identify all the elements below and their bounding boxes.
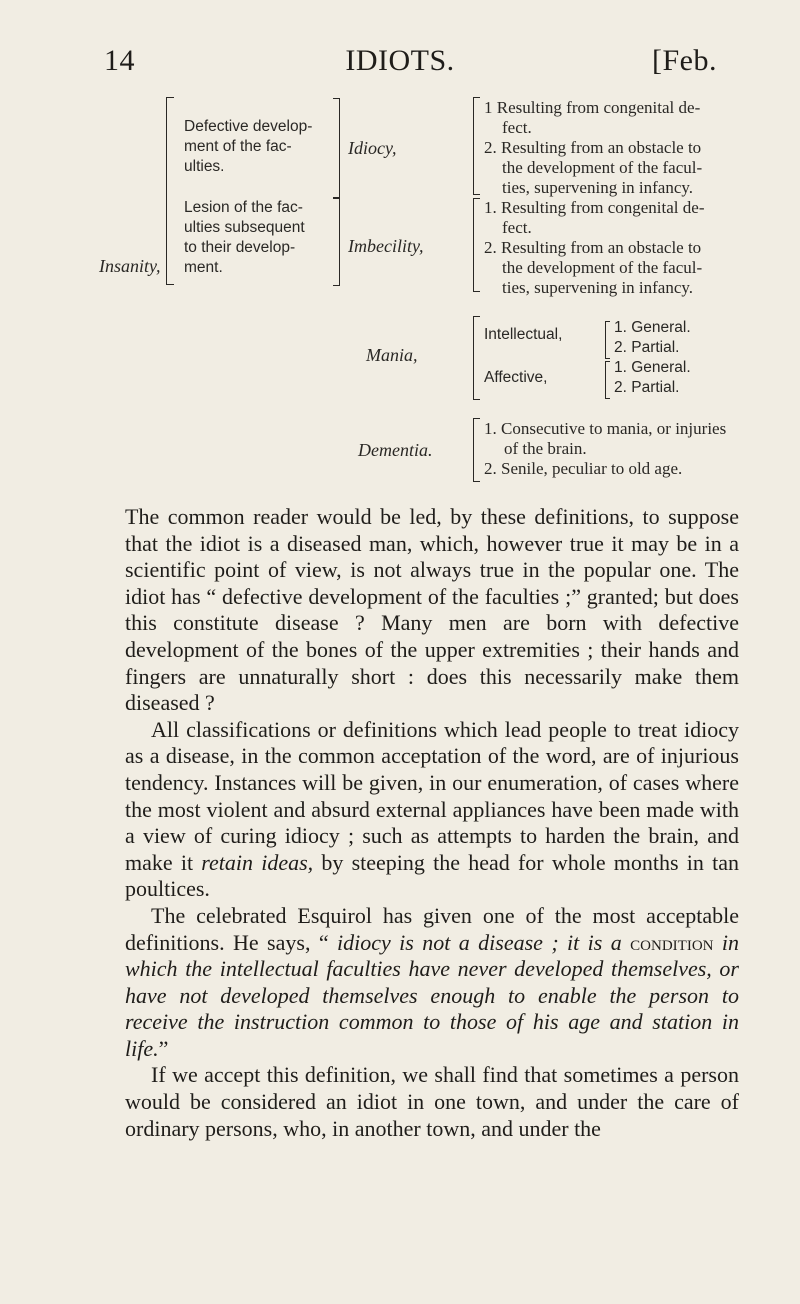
mania-intellectual: Intellectual, xyxy=(484,326,563,343)
imbecility-types xyxy=(484,198,754,298)
imbecility-brace xyxy=(473,198,480,292)
dementia-type-2: 2. Senile, peculiar to old age. xyxy=(484,459,683,478)
dementia-types xyxy=(484,419,769,479)
label-mania: Mania, xyxy=(366,345,418,365)
affective-subtypes: 1. General. 2. Partial. xyxy=(614,359,691,396)
idiocy-brace xyxy=(473,97,480,195)
label-idiocy: Idiocy, xyxy=(348,138,397,158)
paragraph-3: The celebrated Esquirol has given one of the most acceptable definitions. He says, “ idiocy is not a disease ; it is a condition in which the intellectual faculties have never developed themselves, or have not developed themselves enough to enable the person to receive the instruction common to those of his age and station in life.” xyxy=(125,902,740,1061)
root-insanity: Insanity, xyxy=(99,256,161,276)
paragraph-1: The common reader would be led, by these definitions, to suppose that the idiot is a diseased man, which, however true it may be in a scientific point of view, is not always true in the popular one. The idiot has “ defective development of the faculties ;” granted; but does this constitute disease ? Many men are born with defective development of the bones of the upper extremities ; their hands and fingers are unnaturally short : does this necessarily make them diseased ? xyxy=(125,504,739,716)
dementia-brace xyxy=(473,418,480,482)
cause2-brace xyxy=(333,198,340,286)
dementia-type-1: 1. Consecutive to mania, or injuries of the brain. xyxy=(484,419,727,458)
cause-defective-development: Defective develop- ment of the fac- ulties. xyxy=(184,118,313,175)
affective-brace xyxy=(605,361,610,399)
running-month: [Feb. xyxy=(652,44,717,77)
label-imbecility: Imbecility, xyxy=(348,236,424,256)
idiocy-type-1: 1 Resulting from congenital de- fect. xyxy=(484,98,701,137)
paragraph-2: All classifications or definitions which lead people to treat idiocy as a disease, in the common acceptation of the word, are of injurious tendency. Instances will be given, in our enumeration, of cases where the most violent and absurd external appliances have been made with a view of curing idiocy ; such as attempts to harden the brain, and make it retain ideas, by steeping the head for whole months in tan poultices. xyxy=(125,716,739,902)
page-number: 14 xyxy=(104,44,135,77)
intellectual-brace xyxy=(605,321,610,359)
paragraph-4: If we accept this definition, we shall find that sometimes a person would be considered an idiot in one town, and under the care of ordinary persons, who, in another town, and under the xyxy=(125,1062,739,1141)
imbecility-type-2: 2. Resulting from an obstacle to the development of the facul- ties, supervening in infancy. xyxy=(484,238,703,297)
mania-brace xyxy=(473,316,480,400)
idiocy-types xyxy=(484,98,754,198)
body-text xyxy=(125,504,739,1142)
idiocy-type-2: 2. Resulting from an obstacle to the development of the facul- ties, supervening in infancy. xyxy=(484,138,703,197)
mania-affective: Affective, xyxy=(484,369,548,386)
running-title: IDIOTS. xyxy=(345,44,455,77)
imbecility-type-1: 1. Resulting from congenital de- fect. xyxy=(484,198,705,237)
label-dementia: Dementia. xyxy=(358,440,433,460)
cause1-brace xyxy=(333,98,340,198)
insanity-brace xyxy=(166,97,174,285)
cause-lesion-of-faculties: Lesion of the fac- ulties subsequent to their develop- ment. xyxy=(184,199,305,276)
intellectual-subtypes: 1. General. 2. Partial. xyxy=(614,319,691,356)
